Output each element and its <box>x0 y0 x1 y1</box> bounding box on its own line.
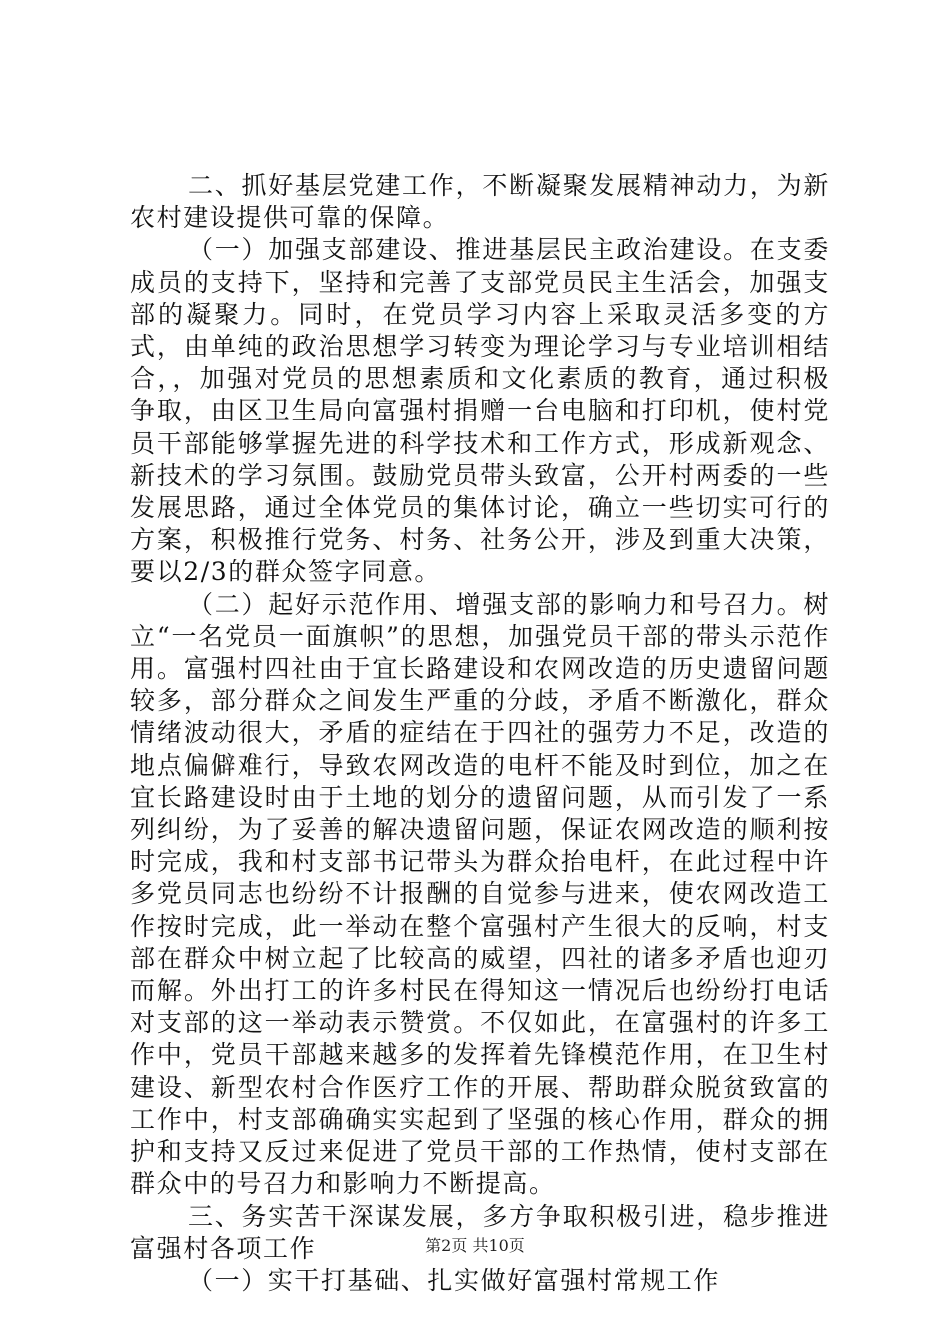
section-three-heading: 三、务实苦干深谋发展，多方争取积极引进，稳步推进富强村各项工作 <box>130 1201 830 1263</box>
subsection-one-paragraph: （一）加强支部建设、推进基层民主政治建设。在支委成员的支持下，坚持和完善了支部党员民主生活会，加强支部的凝聚力。同时，在党员学习内容上采取灵活多变的方式，由单纯的政治思想学习转变为理论学习与专业培训相结合，，加强对党员的思想素质和文化素质的教育，通过积极争取，由区卫生局向富强村捐赠一台电脑和打印机，使村党员干部能够掌握先进的科学技术和工作方式，形成新观念、新技术的学习氛围。鼓励党员带头致富，公开村两委的一些发展思路，通过全体党员的集体讨论，确立一些切实可行的方案，积极推行党务、村务、社务公开，涉及到重大决策，要以2/3的群众签字同意。 <box>130 235 830 587</box>
section-two-heading: 二、抓好基层党建工作，不断凝聚发展精神动力，为新农村建设提供可靠的保障。 <box>130 171 830 233</box>
subsection-two-paragraph: （二）起好示范作用、增强支部的影响力和号召力。树立“一名党员一面旗帜”的思想，加强党员干部的带头示范作用。富强村四社由于宜长路建设和农网改造的历史遗留问题较多，部分群众之间发生严重的分歧，矛盾不断激化，群众情绪波动很大，矛盾的症结在于四社的强劳力不足，改造的地点偏僻难行，导致农网改造的电杆不能及时到位，加之在宜长路建设时由于土地的划分的遗留问题，从而引发了一系列纠纷，为了妥善的解决遗留问题，保证农网改造的顺利按时完成，我和村支部书记带头为群众抬电杆，在此过程中许多党员同志也纷纷不计报酬的自觉参与进来，使农网改造工作按时完成，此一举动在整个富强村产生很大的反响，村支部在群众中树立起了比较高的威望，四社的诸多矛盾也迎刃而解。外出打工的许多村民在得知这一情况后也纷纷打电话对支部的这一举动表示赞赏。不仅如此，在富强村的许多工作中，党员干部越来越多的发挥着先锋模范作用，在卫生村建设、新型农村合作医疗工作的开展、帮助群众脱贫致富的工作中，村支部确确实实起到了坚强的核心作用，群众的拥护和支持又反过来促进了党员干部的工作热情，使村支部在群众中的号召力和影响力不断提高。 <box>130 589 830 1199</box>
page-footer: 第2页 共10页 <box>425 1236 525 1255</box>
document-body <box>130 170 830 1297</box>
subsection-three-one-heading: （一）实干打基础、扎实做好富强村常规工作 <box>188 1265 721 1295</box>
